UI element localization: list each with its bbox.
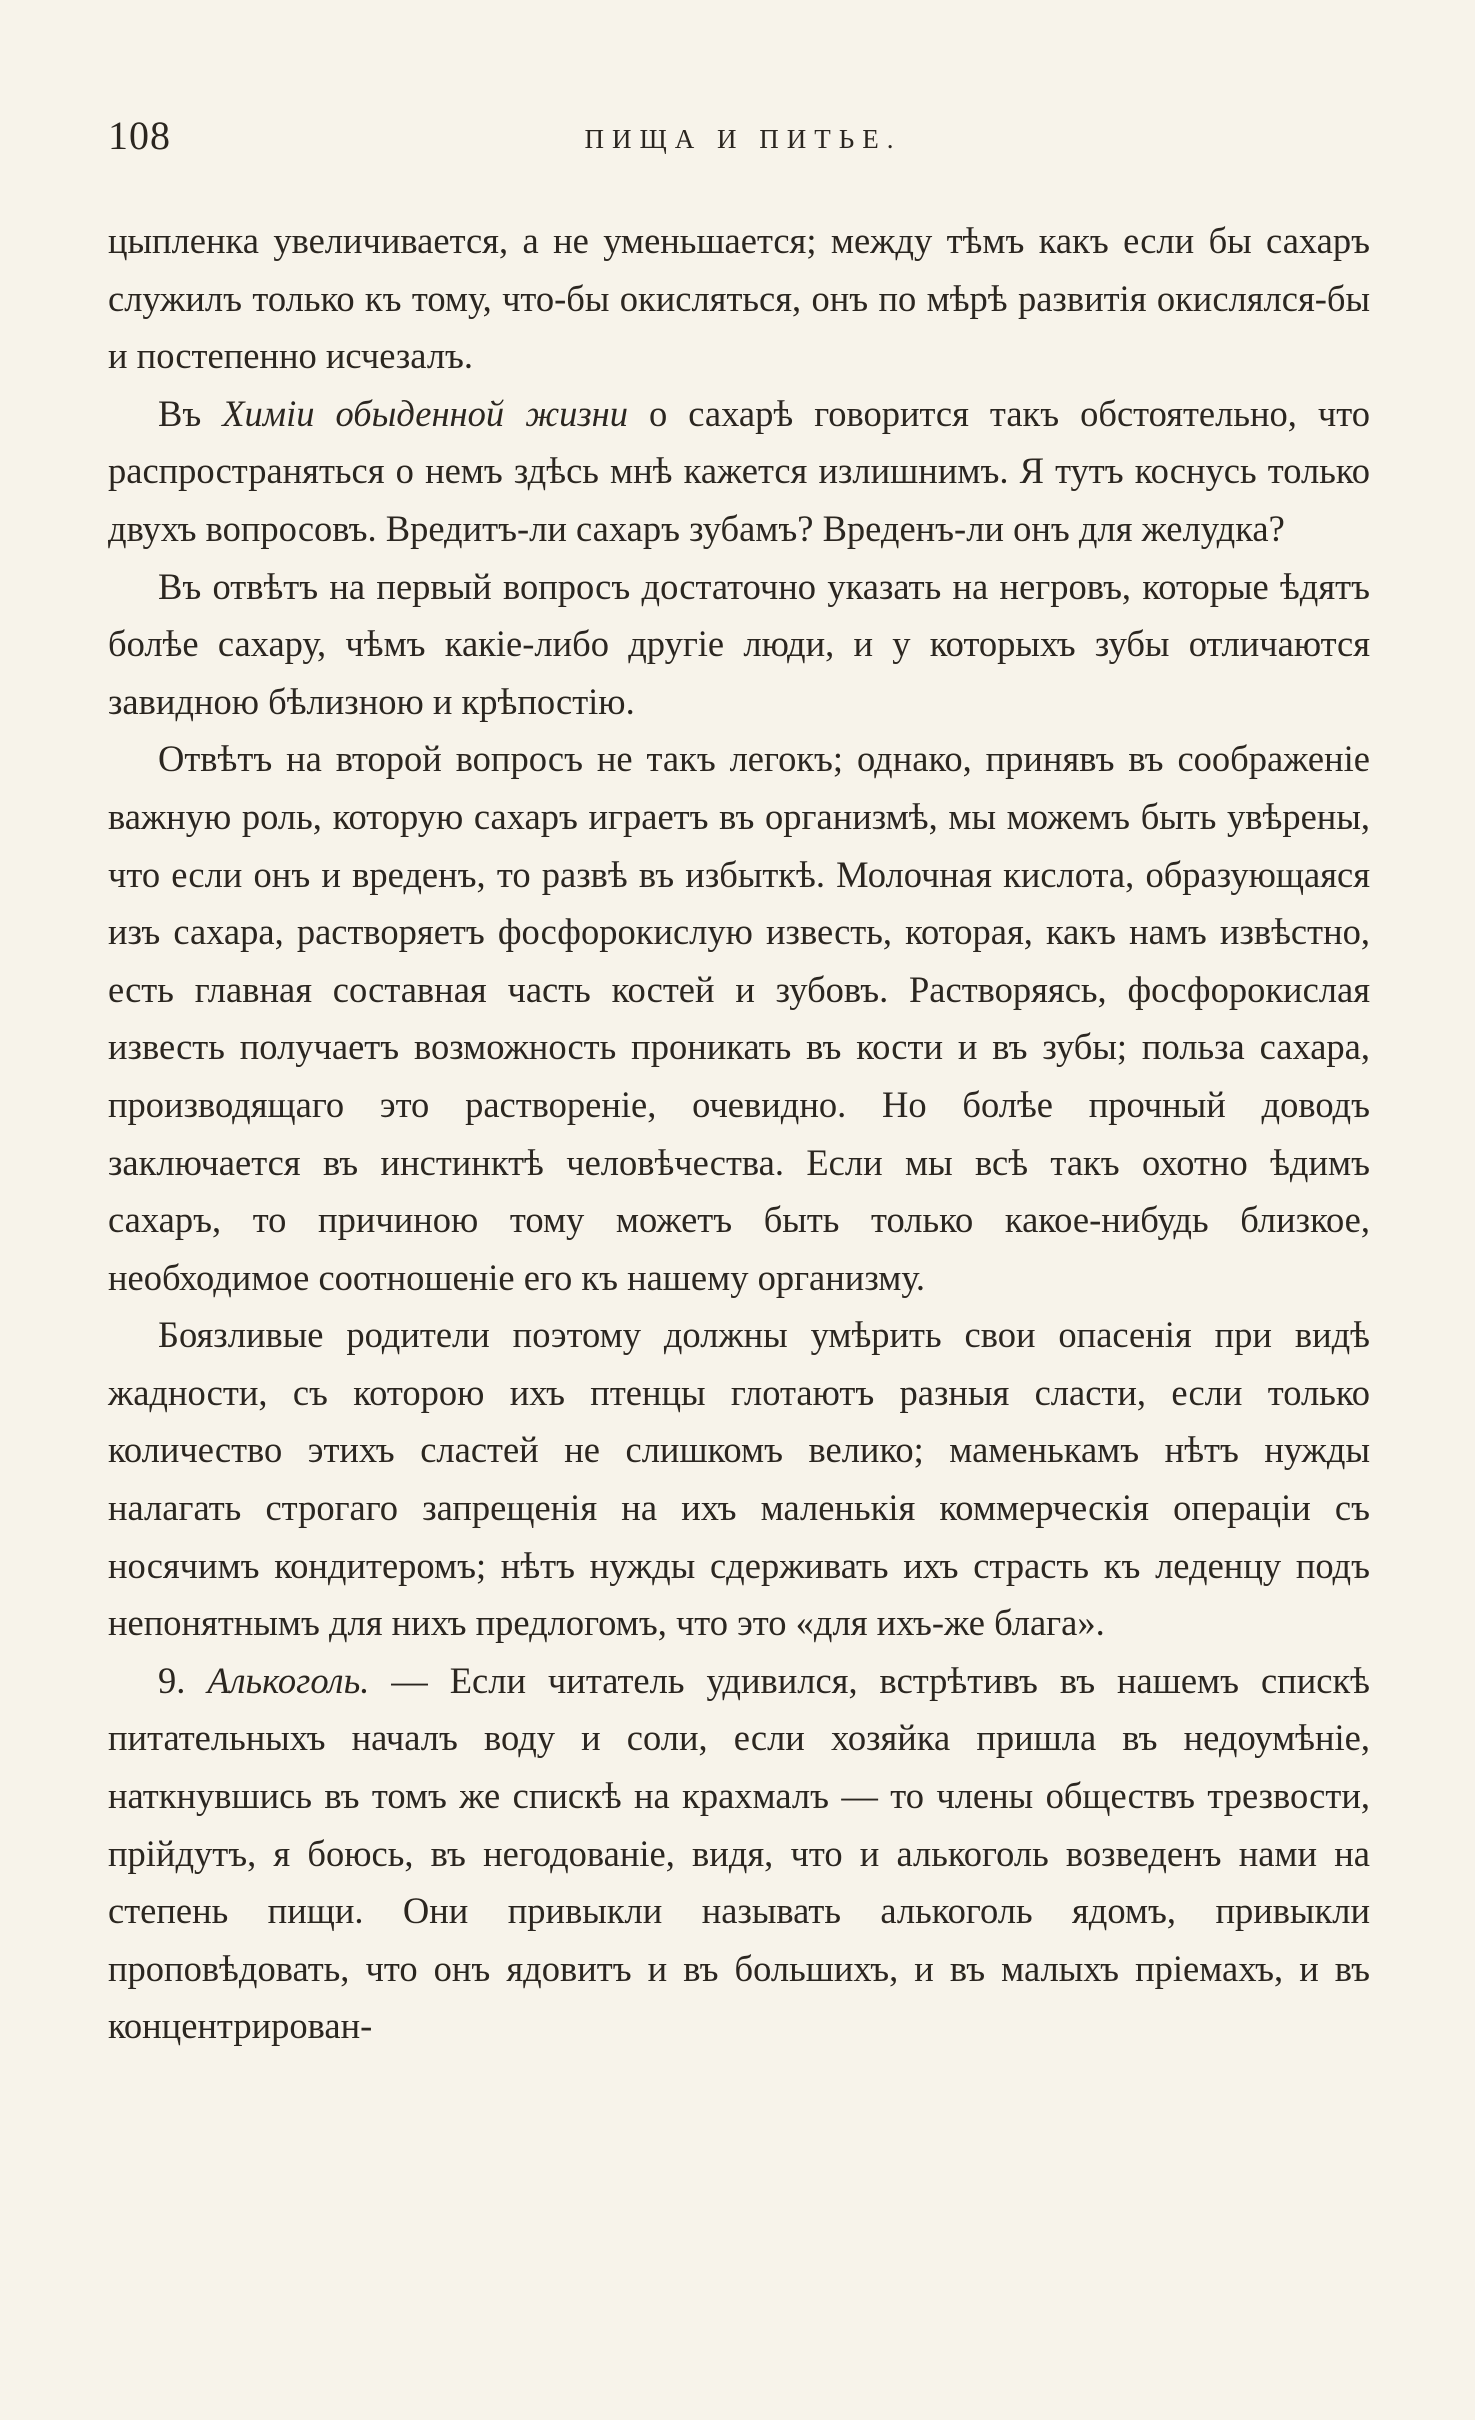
section-heading-alcohol: Алькоголь. (207, 1659, 370, 1701)
section-number: 9. (158, 1659, 208, 1701)
paragraph-1: цыпленка увеличивается, а не уменьшается; между тѣмъ какъ если бы сахаръ служилъ только къ тому, что-бы окисляться, онъ по мѣрѣ развитія окислялся-бы и постепенно исчезалъ. (108, 220, 1370, 377)
page-header (108, 112, 1378, 172)
paragraph-6 (108, 1652, 1370, 2055)
paragraph-6-rest: — Если читатель удивился, встрѣтивъ въ нашемъ спискѣ питательныхъ началъ воду и соли, если хозяйка пришла въ недоумѣніе, наткнувшись въ томъ же спискѣ на крахмалъ — то члены обществъ трезвости, прійдутъ, я боюсь, въ негодованіе, видя, что и алькоголь возведенъ нами на степень пищи. Они привыкли называть алькоголь ядомъ, привыкли проповѣдовать, что онъ ядовитъ и въ большихъ, и въ малыхъ пріемахъ, и въ концентрирован- (108, 1659, 1370, 2047)
book-title-reference: Химіи обыденной жизни (222, 392, 628, 434)
paragraph-3: Въ отвѣтъ на первый вопросъ достаточно указать на негровъ, которые ѣдятъ болѣе сахару, чѣмъ какіе-либо другіе люди, и у которыхъ зубы отличаются завидною бѣлизною и крѣпостію. (108, 565, 1370, 722)
running-title: ПИЩА И ПИТЬЕ. (584, 124, 902, 154)
page-body-text (108, 212, 1370, 2055)
paragraph-2-rest: о сахарѣ говорится такъ обстоятельно, что распространяться о немъ здѣсь мнѣ кажется излишнимъ. Я тутъ коснусь только двухъ вопросовъ. Вредитъ-ли сахаръ зубамъ? Вреденъ-ли онъ для желудка? (108, 392, 1370, 549)
paragraph-2 (108, 385, 1370, 558)
paragraph-4: Отвѣтъ на второй вопросъ не такъ легокъ; однако, принявъ въ соображеніе важную роль, которую сахаръ играетъ въ организмѣ, мы можемъ быть увѣрены, что если онъ и вреденъ, то развѣ въ избыткѣ. Молочная кислота, образующаяся изъ сахара, растворяетъ фосфорокислую известь, которая, какъ намъ извѣстно, есть главная составная часть костей и зубовъ. Растворяясь, фосфорокислая известь получаетъ возможность проникать въ кости и въ зубы; польза сахара, производящаго это раствореніе, очевидно. Но болѣе прочный доводъ заключается въ инстинктѣ человѣчества. Если мы всѣ такъ охотно ѣдимъ сахаръ, то причиною тому можетъ быть только какое-нибудь близкое, необходимое соотношеніе его къ нашему организму. (108, 738, 1370, 1298)
page-number: 108 (108, 113, 171, 158)
paragraph-5: Боязливые родители поэтому должны умѣрить свои опасенія при видѣ жадности, съ которою ихъ птенцы глотаютъ разныя сласти, если только количество этихъ сластей не слишкомъ велико; маменькамъ нѣтъ нужды налагать строгаго запрещенія на ихъ маленькія коммерческія операціи съ носячимъ кондитеромъ; нѣтъ нужды сдерживать ихъ страсть къ леденцу подъ непонятнымъ для нихъ предлогомъ, что это «для ихъ-же блага». (108, 1314, 1370, 1644)
paragraph-2-lead: Въ (158, 392, 223, 434)
